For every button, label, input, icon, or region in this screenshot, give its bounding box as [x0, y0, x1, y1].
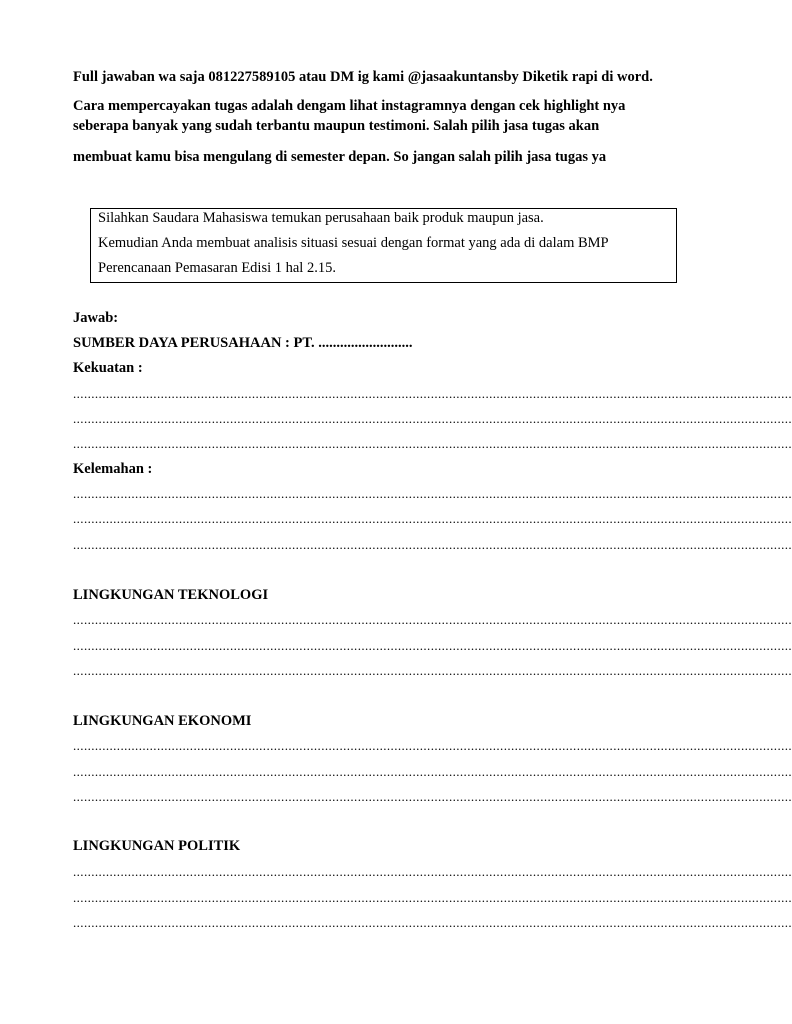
tech-dotline-1: ..................................................................................................................................................................................................... — [73, 612, 792, 627]
strengths-label: Kekuatan : — [73, 360, 143, 376]
header-line-4: membuat kamu bisa mengulang di semester depan. So jangan salah pilih jasa tugas ya — [73, 149, 607, 165]
weaknesses-dotline-2: ..................................................................................................................................................................................................... — [73, 511, 792, 526]
instruction-line-1: Silahkan Saudara Mahasiswa temukan perusahaan baik produk maupun jasa. — [98, 210, 544, 226]
tech-heading: LINGKUNGAN TEKNOLOGI — [73, 587, 269, 603]
weaknesses-label: Kelemahan : — [73, 461, 153, 477]
instruction-line-2: Kemudian Anda membuat analisis situasi sesuai dengan format yang ada di dalam BMP — [98, 235, 609, 251]
strengths-dotline-3: ..................................................................................................................................................................................................... — [73, 436, 792, 451]
econ-heading: LINGKUNGAN EKONOMI — [73, 713, 252, 729]
instruction-box — [90, 208, 677, 283]
strengths-dotline-2: ..................................................................................................................................................................................................... — [73, 411, 792, 426]
politic-dotline-3: ..................................................................................................................................................................................................... — [73, 915, 792, 930]
econ-dotline-3: ..................................................................................................................................................................................................... — [73, 789, 792, 804]
econ-dotline-1: ..................................................................................................................................................................................................... — [73, 738, 792, 753]
header-line-1: Full jawaban wa saja 081227589105 atau DM ig kami @jasaakuntansby Diketik rapi di word. — [73, 69, 653, 85]
tech-dotline-3: ..................................................................................................................................................................................................... — [73, 663, 792, 678]
politic-dotline-1: ..................................................................................................................................................................................................... — [73, 864, 792, 879]
jawab-label: Jawab: — [73, 310, 119, 326]
politic-heading: LINGKUNGAN POLITIK — [73, 838, 241, 854]
header-line-2: Cara mempercayakan tugas adalah dengam lihat instagramnya dengan cek highlight nya — [73, 98, 626, 114]
tech-dotline-2: ..................................................................................................................................................................................................... — [73, 638, 792, 653]
weaknesses-dotline-1: ..................................................................................................................................................................................................... — [73, 486, 792, 501]
instruction-line-3: Perencanaan Pemasaran Edisi 1 hal 2.15. — [98, 260, 336, 276]
econ-dotline-2: ..................................................................................................................................................................................................... — [73, 764, 792, 779]
header-line-3: seberapa banyak yang sudah terbantu maupun testimoni. Salah pilih jasa tugas akan — [73, 118, 600, 134]
resource-heading: SUMBER DAYA PERUSAHAAN : PT. .......................... — [73, 335, 413, 351]
politic-dotline-2: ..................................................................................................................................................................................................... — [73, 890, 792, 905]
weaknesses-dotline-3: ..................................................................................................................................................................................................... — [73, 537, 792, 552]
strengths-dotline-1: ..................................................................................................................................................................................................... — [73, 386, 792, 401]
